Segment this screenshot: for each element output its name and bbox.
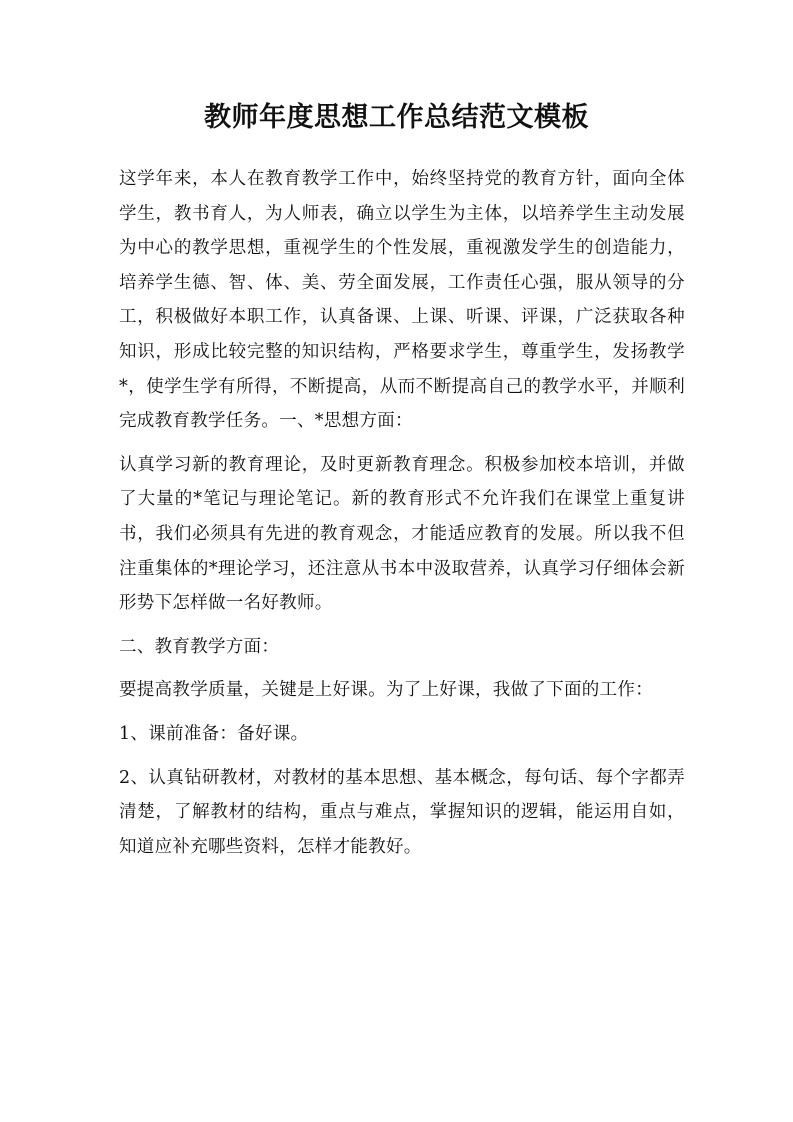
paragraph-teaching-quality: 要提高教学质量，关键是上好课。为了上好课，我做了下面的工作： [119, 680, 653, 701]
list-item-preparation: 1、课前准备：备好课。 [119, 723, 309, 744]
list-item-textbook-study: 2、认真钻研教材，对教材的基本思想、基本概念，每句话、每个字都弄清楚，了解教材的结构，重点与难点，掌握知识的逻辑，能运用自如，知道应补充哪些资料，怎样才能教好。 [119, 767, 685, 857]
section-heading-teaching: 二、教育教学方面： [119, 636, 280, 657]
document-body [119, 162, 685, 873]
paragraph-intro: 这学年来，本人在教育教学工作中，始终坚持党的教育方针，面向全体学生，教书育人，为人师表，确立以学生为主体，以培养学生主动发展为中心的教学思想，重视学生的个性发展，重视激发学生的创造能力，培养学生德、智、体、美、劳全面发展，工作责任心强，服从领导的分工，积极做好本职工作，认真备课、上课、听课、评课，广泛获取各种知识，形成比较完整的知识结构，严格要求学生，尊重学生，发扬教学*，使学生学有所得，不断提高，从而不断提高自己的教学水平，并顺利完成教育教学任务。一、*思想方面： [119, 169, 685, 432]
paragraph-ideology: 认真学习新的教育理论，及时更新教育理念。积极参加校本培训，并做了大量的*笔记与理论笔记。新的教育形式不允许我们在课堂上重复讲书，我们必须具有先进的教育观念，才能适应教育的发展。所以我不但注重集体的*理论学习，还注意从书本中汲取营养，认真学习仔细体会新形势下怎样做一名好教师。 [119, 454, 685, 614]
document-title: 教师年度思想工作总结范文模板 [204, 102, 589, 133]
